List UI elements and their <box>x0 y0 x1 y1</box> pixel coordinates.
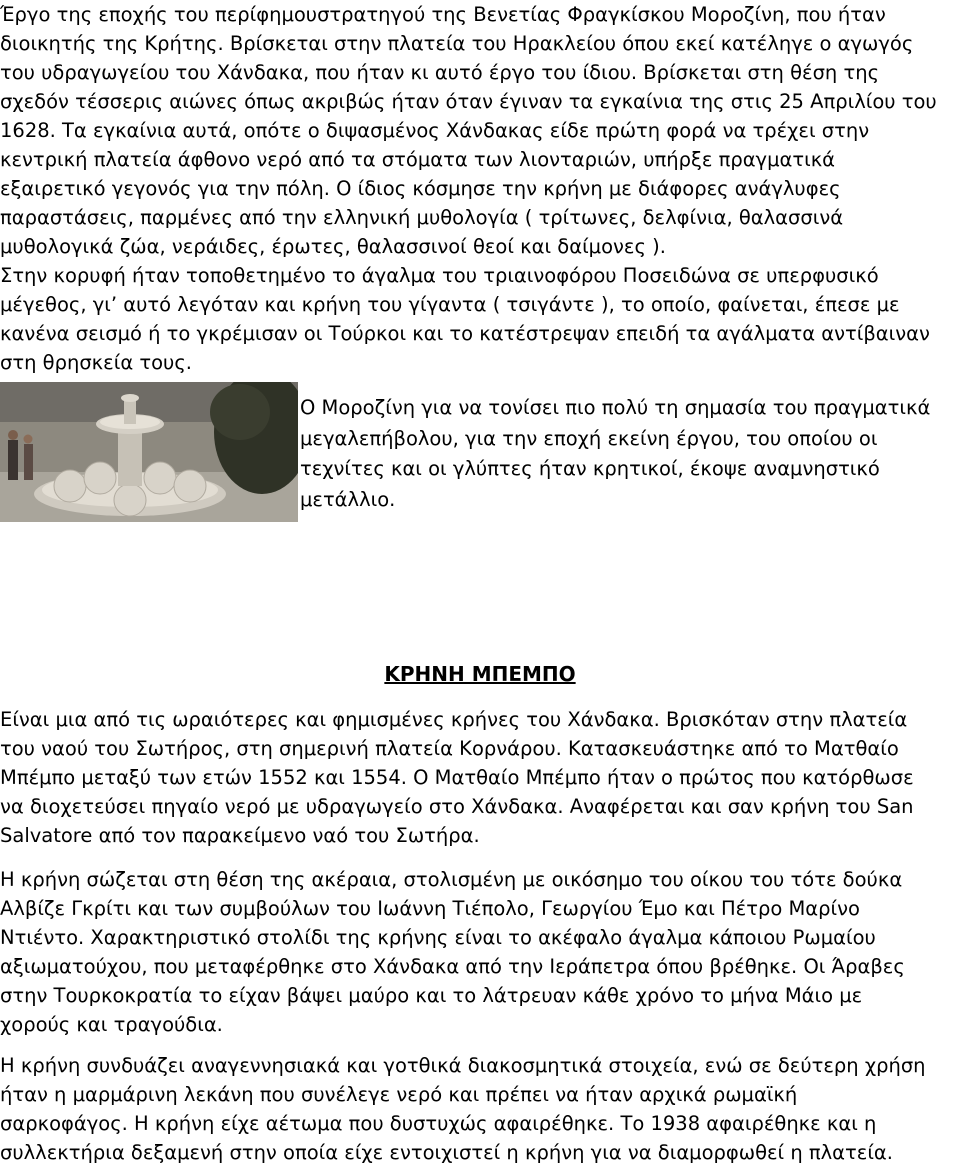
text-line: Έργο της εποχής του περίφημουστρατηγού της Βενετίας Φραγκίσκου Μοροζίνη, που ήταν <box>0 3 886 26</box>
statue-paragraph <box>0 261 960 377</box>
text-line: Ντιέντο. Χαρακτηριστικό στολίδι της κρήνης είναι το ακέφαλο άγαλμα κάποιου Ρωμαίου <box>0 926 876 949</box>
text-line: εξαιρετικό γεγονός για την πόλη. Ο ίδιος κόσμησε την κρήνη με διάφορες ανάγλυφες <box>0 177 841 200</box>
text-line: τεχνίτες και οι γλύπτες ήταν κρητικοί, έκοψε αναμνηστικό <box>300 457 880 480</box>
text-line: κανένα σεισμό ή το γκρέμισαν οι Τούρκοι και το κατέστρεψαν επειδή τα αγάλματα αντίβαιναν <box>0 322 930 345</box>
text-line: Μπέμπο μεταξύ των ετών 1552 και 1554. Ο Ματθαίο Μπέμπο ήταν ο πρώτος που κατόρθωσε <box>0 766 914 789</box>
photo-caption <box>300 393 960 515</box>
text-line: του υδραγωγείου του Χάνδακα, που ήταν κι αυτό έργο του ίδιου. Βρίσκεται στη θέση της <box>0 61 880 84</box>
bembo-paragraph-3 <box>0 1051 960 1167</box>
text-line: κεντρική πλατεία άφθονο νερό από τα στόματα των λιονταριών, υπήρξε πραγματικά <box>0 148 836 171</box>
text-line: Salvatore από τον παρακείμενο ναό του Σωτήρα. <box>0 824 480 847</box>
text-line: μεγαλεπήβολου, για την εποχή εκείνη έργου, του οποίου οι <box>300 426 878 450</box>
bembo-paragraph-2 <box>0 865 960 1039</box>
section-heading: ΚΡΗΝΗ ΜΠΕΜΠΟ <box>384 662 576 686</box>
text-line: Η κρήνη σώζεται στη θέση της ακέραια, στολισμένη με οικόσημο του οίκου του τότε δούκα <box>0 868 903 891</box>
fountain-photo <box>0 382 298 522</box>
text-line: χορούς και τραγούδια. <box>0 1013 223 1036</box>
text-line: Ο Μοροζίνη για να τονίσει πιο πολύ τη σημασία του πραγματικά <box>300 396 931 419</box>
text-line: Αλβίζε Γκρίτι και των συμβούλων του Ιωάννη Τιέπολο, Γεωργίου Έμο και Πέτρο Μαρίνο <box>0 897 860 920</box>
text-line: 1628. Τα εγκαίνια αυτά, οπότε ο διψασμένος Χάνδακας είδε πρώτη φορά να τρέχει στην <box>0 119 870 142</box>
text-line: παραστάσεις, παρμένες από την ελληνική μυθολογία ( τρίτωνες, δελφίνια, θαλασσινά <box>0 206 844 229</box>
text-line: συλλεκτήρια δεξαμενή στην οποία είχε εντοιχιστεί η κρήνη για να διαμορφωθεί η πλατεία. <box>0 1141 893 1164</box>
text-line: μυθολογικά ζώα, νεράιδες, έρωτες, θαλασσινοί θεοί και δαίμονες ). <box>0 235 666 258</box>
text-line: στη θρησκεία τους. <box>0 351 192 374</box>
text-line: Στην κορυφή ήταν τοποθετημένο το άγαλμα του τριαινοφόρου Ποσειδώνα σε υπερφυσικό <box>0 264 879 287</box>
bembo-paragraph-1 <box>0 705 960 850</box>
intro-paragraph <box>0 0 960 261</box>
text-line: σχεδόν τέσσερις αιώνες όπως ακριβώς ήταν όταν έγιναν τα εγκαίνια της στις 25 Απριλίου του <box>0 90 937 113</box>
text-line: του ναού του Σωτήρος, στη σημερινή πλατεία Κορνάρου. Κατασκευάστηκε από το Ματθαίο <box>0 737 899 760</box>
text-line: διοικητής της Κρήτης. Βρίσκεται στην πλατεία του Ηρακλείου όπου εκεί κατέληγε ο αγωγός <box>0 32 914 55</box>
text-line: μέγεθος, γι’ αυτό λεγόταν και κρήνη του γίγαντα ( τσιγάντε ), το οποίο, φαίνεται, έπεσε με <box>0 293 900 316</box>
text-line: να διοχετεύσει πηγαίο νερό με υδραγωγείο στο Χάνδακα. Αναφέρεται και σαν κρήνη του San <box>0 795 914 818</box>
text-line: ήταν η μαρμάρινη λεκάνη που συνέλεγε νερό και πρέπει να ήταν αρχικά ρωμαϊκή <box>0 1083 798 1106</box>
text-line: Η κρήνη συνδυάζει αναγεννησιακά και γοτθικά διακοσμητικά στοιχεία, ενώ σε δεύτερη χρήση <box>0 1054 926 1077</box>
text-line: στην Τουρκοκρατία το είχαν βάψει μαύρο και το λάτρευαν κάθε χρόνο το μήνα Μάιο με <box>0 984 863 1007</box>
text-line: σαρκοφάγος. Η κρήνη είχε αέτωμα που δυστυχώς αφαιρέθηκε. Το 1938 αφαιρέθηκε και η <box>0 1112 877 1135</box>
text-line: Είναι μια από τις ωραιότερες και φημισμένες κρήνες του Χάνδακα. Βρισκόταν στην πλατεία <box>0 708 908 731</box>
text-line: αξιωματούχου, που μεταφέρθηκε στο Χάνδακα από την Ιεράπετρα όπου βρέθηκε. Οι Άραβες <box>0 955 905 978</box>
text-line: μετάλλιο. <box>300 487 396 511</box>
